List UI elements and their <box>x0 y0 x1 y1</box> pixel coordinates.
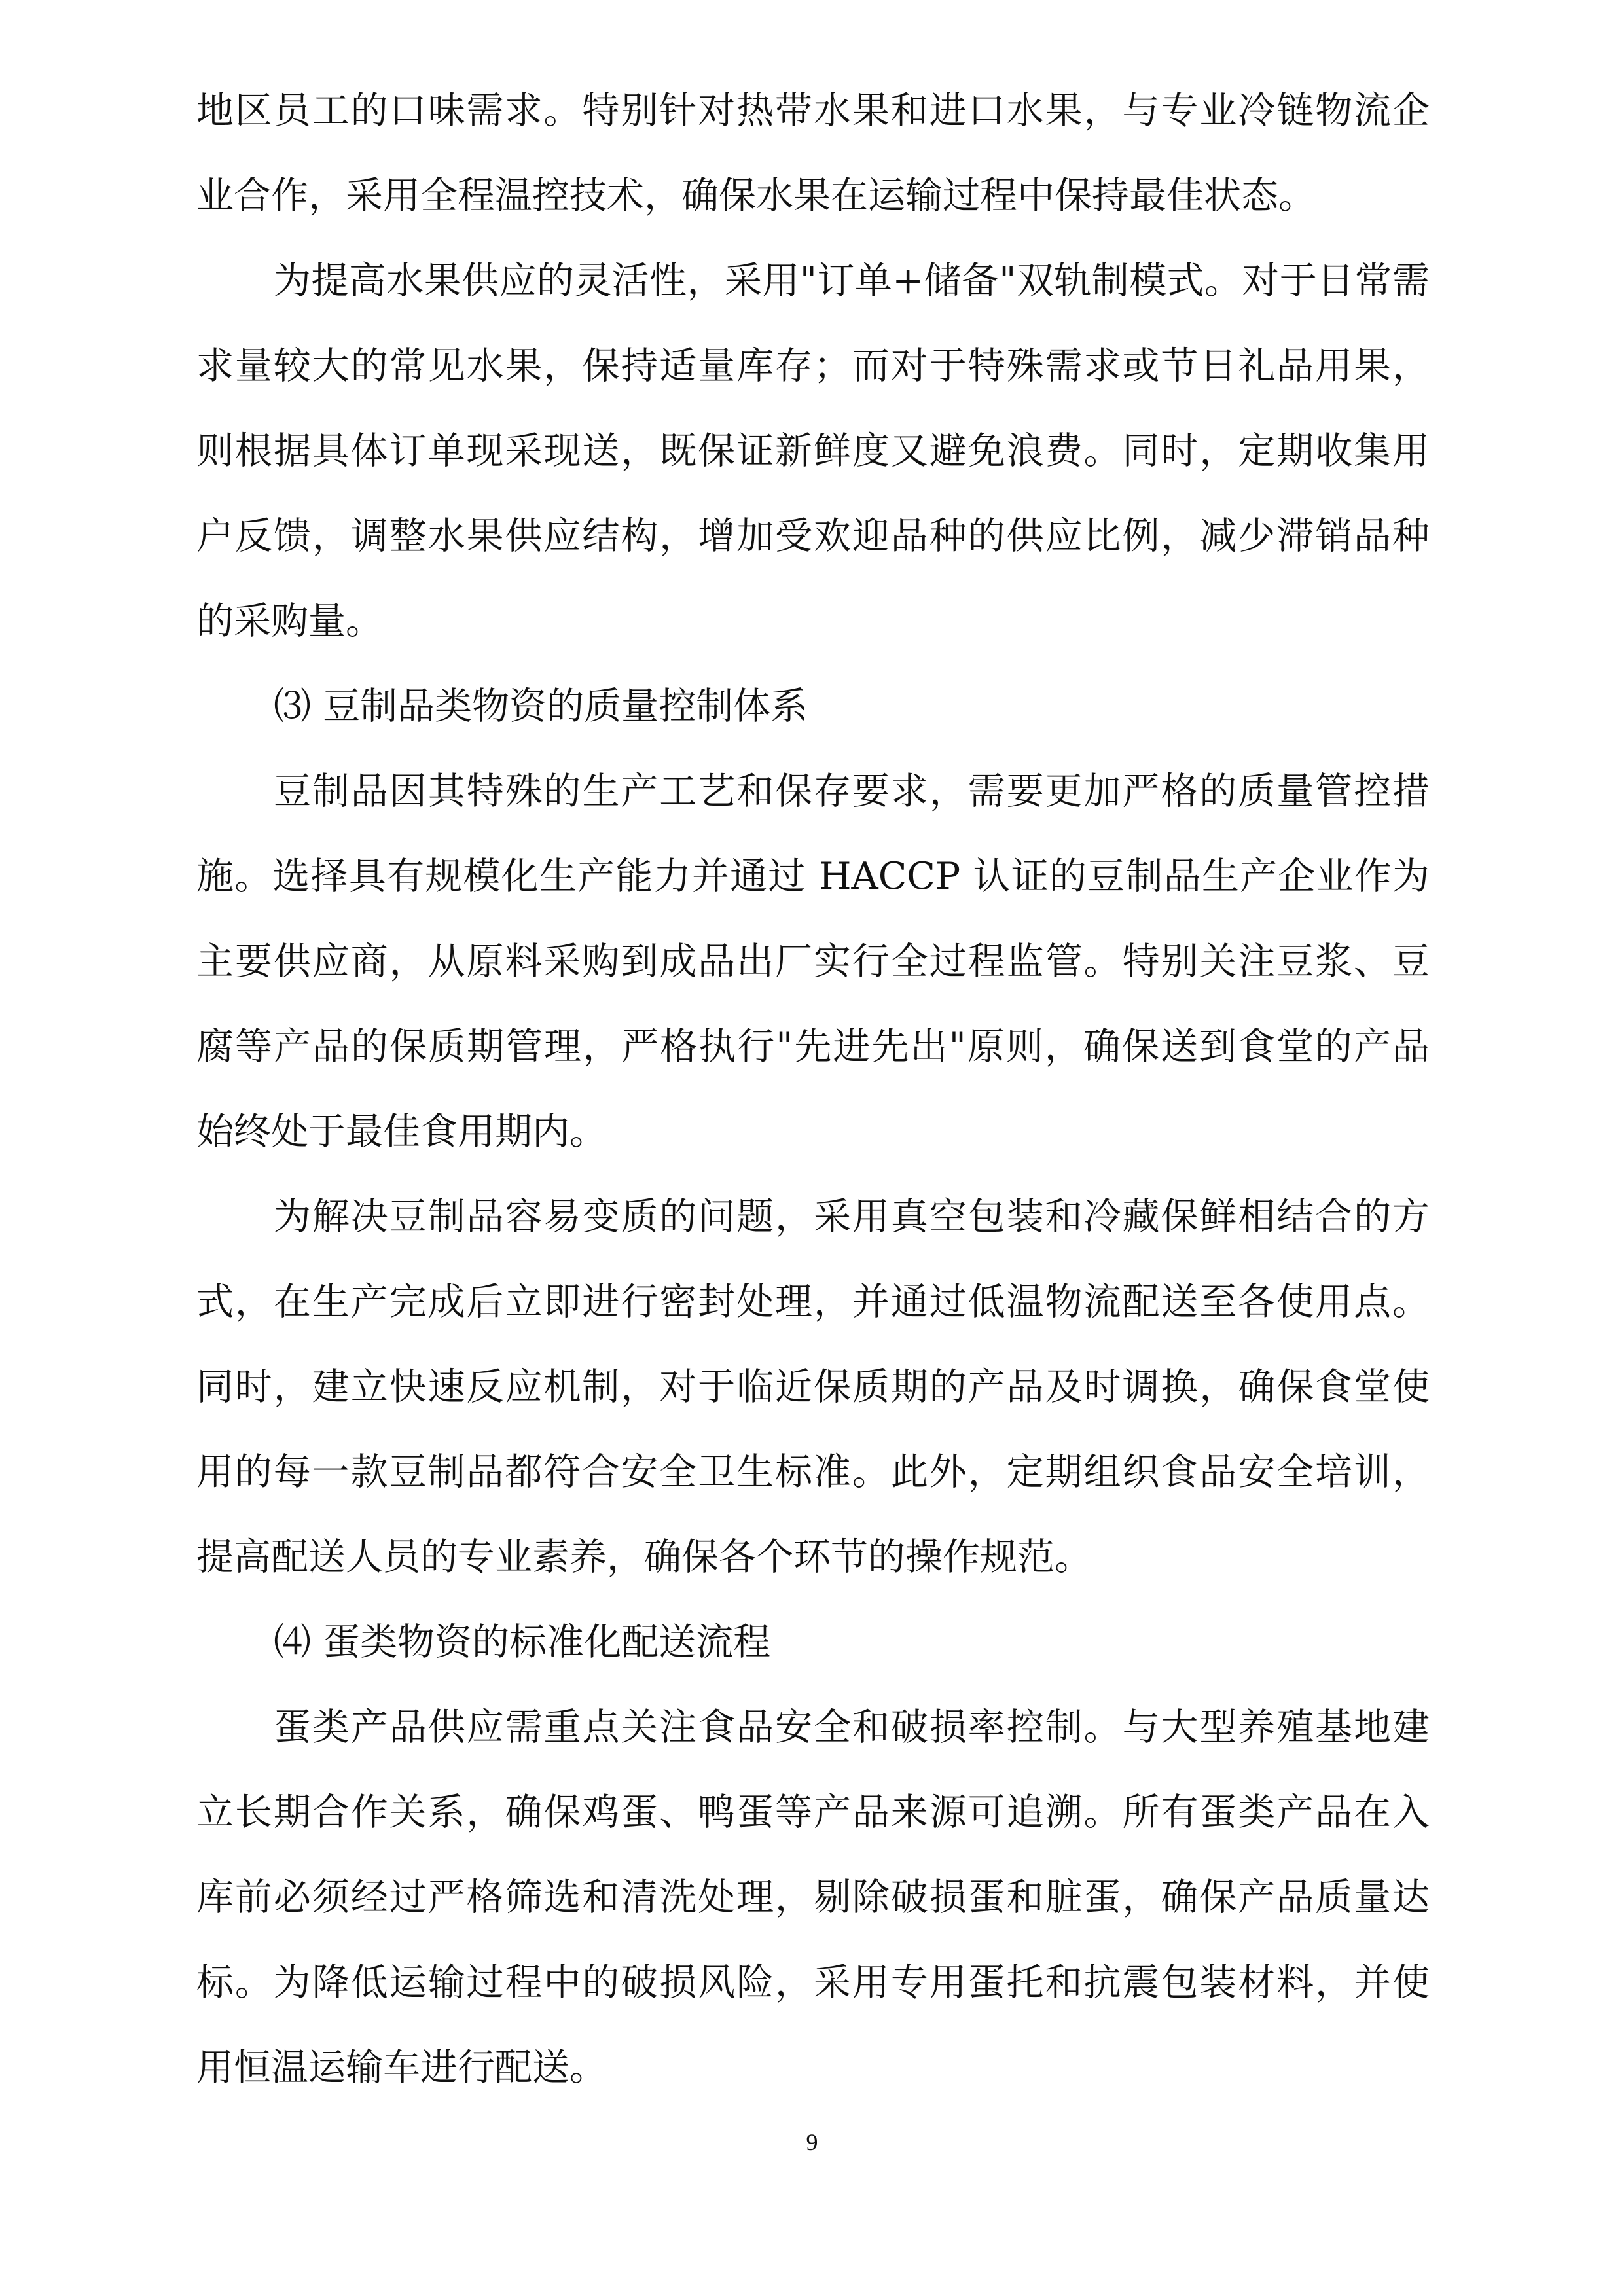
text-line: 立长期合作关系，确保鸡蛋、鸭蛋等产品来源可追溯。所有蛋类产品在入 <box>196 1791 1430 1834</box>
text-line: 的采购量。 <box>196 600 383 643</box>
text-line: 地区员工的口味需求。特别针对热带水果和进口水果，与专业冷链物流企 <box>196 89 1430 132</box>
text-line: 施。选择具有规模化生产能力并通过 HACCP 认证的豆制品生产企业作为 <box>196 855 1430 898</box>
text-line: 始终处于最佳食用期内。 <box>196 1110 607 1153</box>
section-heading <box>196 1600 1430 1685</box>
text-line: 用恒温运输车进行配送。 <box>196 2046 607 2089</box>
page-number: 9 <box>806 2129 818 2155</box>
paragraph <box>196 1685 1430 2110</box>
text-line: 主要供应商，从原料采购到成品出厂实行全过程监管。特别关注豆浆、豆 <box>196 940 1430 983</box>
paragraph <box>196 238 1430 664</box>
text-line: 求量较大的常见水果，保持适量库存；而对于特殊需求或节日礼品用果， <box>196 344 1430 387</box>
paragraph <box>196 1174 1430 1600</box>
text-line: 业合作，采用全程温控技术，确保水果在运输过程中保持最佳状态。 <box>196 174 1316 217</box>
section-heading <box>196 664 1430 749</box>
text-line: 用的每一款豆制品都符合安全卫生标准。此外，定期组织食品安全培训， <box>196 1450 1430 1494</box>
paragraph <box>196 68 1430 238</box>
document-body <box>196 68 1430 2110</box>
text-line: 同时，建立快速反应机制，对于临近保质期的产品及时调换，确保食堂使 <box>196 1365 1430 1408</box>
text-line: 豆制品因其特殊的生产工艺和保存要求，需要更加严格的质量管控措 <box>274 770 1430 813</box>
text-line: 户反馈，调整水果供应结构，增加受欢迎品种的供应比例，减少滞销品种 <box>196 514 1430 558</box>
text-line: 提高配送人员的专业素养，确保各个环节的操作规范。 <box>196 1535 1092 1579</box>
text-line: 库前必须经过严格筛选和清洗处理，剔除破损蛋和脏蛋，确保产品质量达 <box>196 1876 1430 1919</box>
heading-text: ⑶ 豆制品类物资的质量控制体系 <box>274 685 808 728</box>
text-line: 则根据具体订单现采现送，既保证新鲜度又避免浪费。同时，定期收集用 <box>196 429 1430 473</box>
text-line: 式，在生产完成后立即进行密封处理，并通过低温物流配送至各使用点。 <box>196 1280 1430 1323</box>
text-line: 蛋类产品供应需重点关注食品安全和破损率控制。与大型养殖基地建 <box>274 1706 1430 1749</box>
text-line: 为解决豆制品容易变质的问题，采用真空包装和冷藏保鲜相结合的方 <box>274 1195 1430 1238</box>
text-line: 标。为降低运输过程中的破损风险，采用专用蛋托和抗震包装材料，并使 <box>196 1961 1430 2004</box>
paragraph <box>196 749 1430 1174</box>
heading-text: ⑷ 蛋类物资的标准化配送流程 <box>274 1621 771 1664</box>
text-line: 腐等产品的保质期管理，严格执行"先进先出"原则，确保送到食堂的产品 <box>196 1025 1430 1068</box>
text-line: 为提高水果供应的灵活性，采用"订单+储备"双轨制模式。对于日常需 <box>274 259 1430 302</box>
